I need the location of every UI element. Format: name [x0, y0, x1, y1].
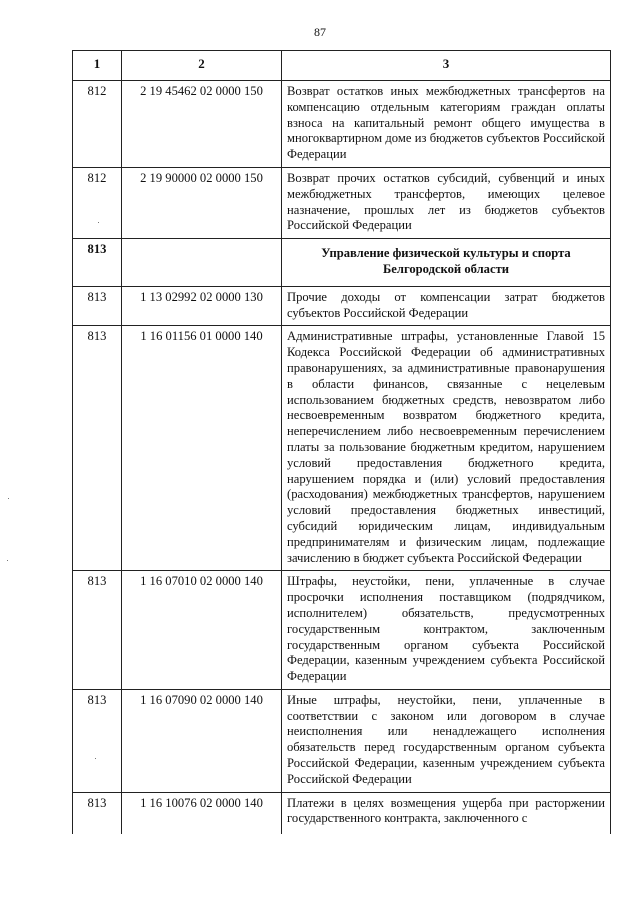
kbk-code-cell: 1 13 02992 02 0000 130: [122, 286, 282, 326]
description-cell: Возврат остатков иных межбюджетных трансфертов на компенсацию отдельным категориям граждан оплаты взноса на капитальный ремонт общего имущества в многоквартирном доме из бюджетов субъектов Российской Федерации: [282, 81, 611, 168]
table-row: [73, 689, 611, 792]
table-row: [73, 81, 611, 168]
table-row: [73, 326, 611, 571]
column-header-3: 3: [282, 51, 611, 81]
scan-speck: [7, 560, 8, 561]
admin-code-cell: 813: [73, 571, 122, 690]
admin-code-cell: 812: [73, 81, 122, 168]
table-header-row: [73, 51, 611, 81]
admin-code-cell: 813: [73, 689, 122, 792]
description-cell: Возврат прочих остатков субсидий, субвенций и иных межбюджетных трансфертов, имеющих целевое назначение, прошлых лет из бюджетов субъектов Российской Федерации: [282, 167, 611, 238]
admin-code-cell: 812: [73, 167, 122, 238]
scan-speck: [98, 222, 99, 223]
description-cell: Платежи в целях возмещения ущерба при расторжении государственного контракта, заключенного с: [282, 792, 611, 834]
description-cell: Иные штрафы, неустойки, пени, уплаченные в соответствии с законом или договором в случае неисполнения или ненадлежащего исполнения обязательств перед государственным органом субъекта Российской Федерации, казенным учреждением субъекта Российской Федерации: [282, 689, 611, 792]
scan-speck: [8, 498, 9, 499]
kbk-code-cell: 1 16 07090 02 0000 140: [122, 689, 282, 792]
scan-speck: [95, 758, 96, 759]
table-row: [73, 792, 611, 834]
revenue-classification-table: [72, 50, 611, 834]
table-row: [73, 286, 611, 326]
admin-code-cell: 813: [73, 239, 122, 287]
kbk-code-cell: 2 19 45462 02 0000 150: [122, 81, 282, 168]
kbk-code-cell: 1 16 10076 02 0000 140: [122, 792, 282, 834]
kbk-code-cell: 1 16 01156 01 0000 140: [122, 326, 282, 571]
admin-code-cell: 813: [73, 326, 122, 571]
admin-code-cell: 813: [73, 286, 122, 326]
admin-code-cell: 813: [73, 792, 122, 834]
section-heading-row: [73, 239, 611, 287]
kbk-code-cell: [122, 239, 282, 287]
description-cell: Прочие доходы от компенсации затрат бюджетов субъектов Российской Федерации: [282, 286, 611, 326]
kbk-code-cell: 2 19 90000 02 0000 150: [122, 167, 282, 238]
administrator-heading: Управление физической культуры и спорта Белгородской области: [282, 239, 611, 287]
table-row: [73, 167, 611, 238]
column-header-2: 2: [122, 51, 282, 81]
page-number: 87: [314, 25, 326, 39]
description-cell: Штрафы, неустойки, пени, уплаченные в случае просрочки исполнения поставщиком (подрядчиком, исполнителем) обязательств, предусмотренных государственным контрактом, заключенным государственным органом субъекта Российской Федерации, казенным учреждением субъекта Российской Федерации: [282, 571, 611, 690]
table-row: [73, 571, 611, 690]
kbk-code-cell: 1 16 07010 02 0000 140: [122, 571, 282, 690]
description-cell: Административные штрафы, установленные Главой 15 Кодекса Российской Федерации об административных правонарушениях, за административные правонарушения в области финансов, связанные с нецелевым использованием бюджетных средств, невозвратом либо несвоевременным возвратом бюджетного кредита, неперечислением либо несвоевременным перечислением платы за пользование бюджетным кредитом, нарушением условий предоставления бюджетного кредита, нарушением порядка и (или) условий предоставления (расходования) межбюджетных трансфертов, нарушением условий предоставления бюджетных инвестиций, субсидий юридическим лицам, индивидуальным предпринимателям и физическим лицам, подлежащие зачислению в бюджет субъекта Российской Федерации: [282, 326, 611, 571]
column-header-1: 1: [73, 51, 122, 81]
